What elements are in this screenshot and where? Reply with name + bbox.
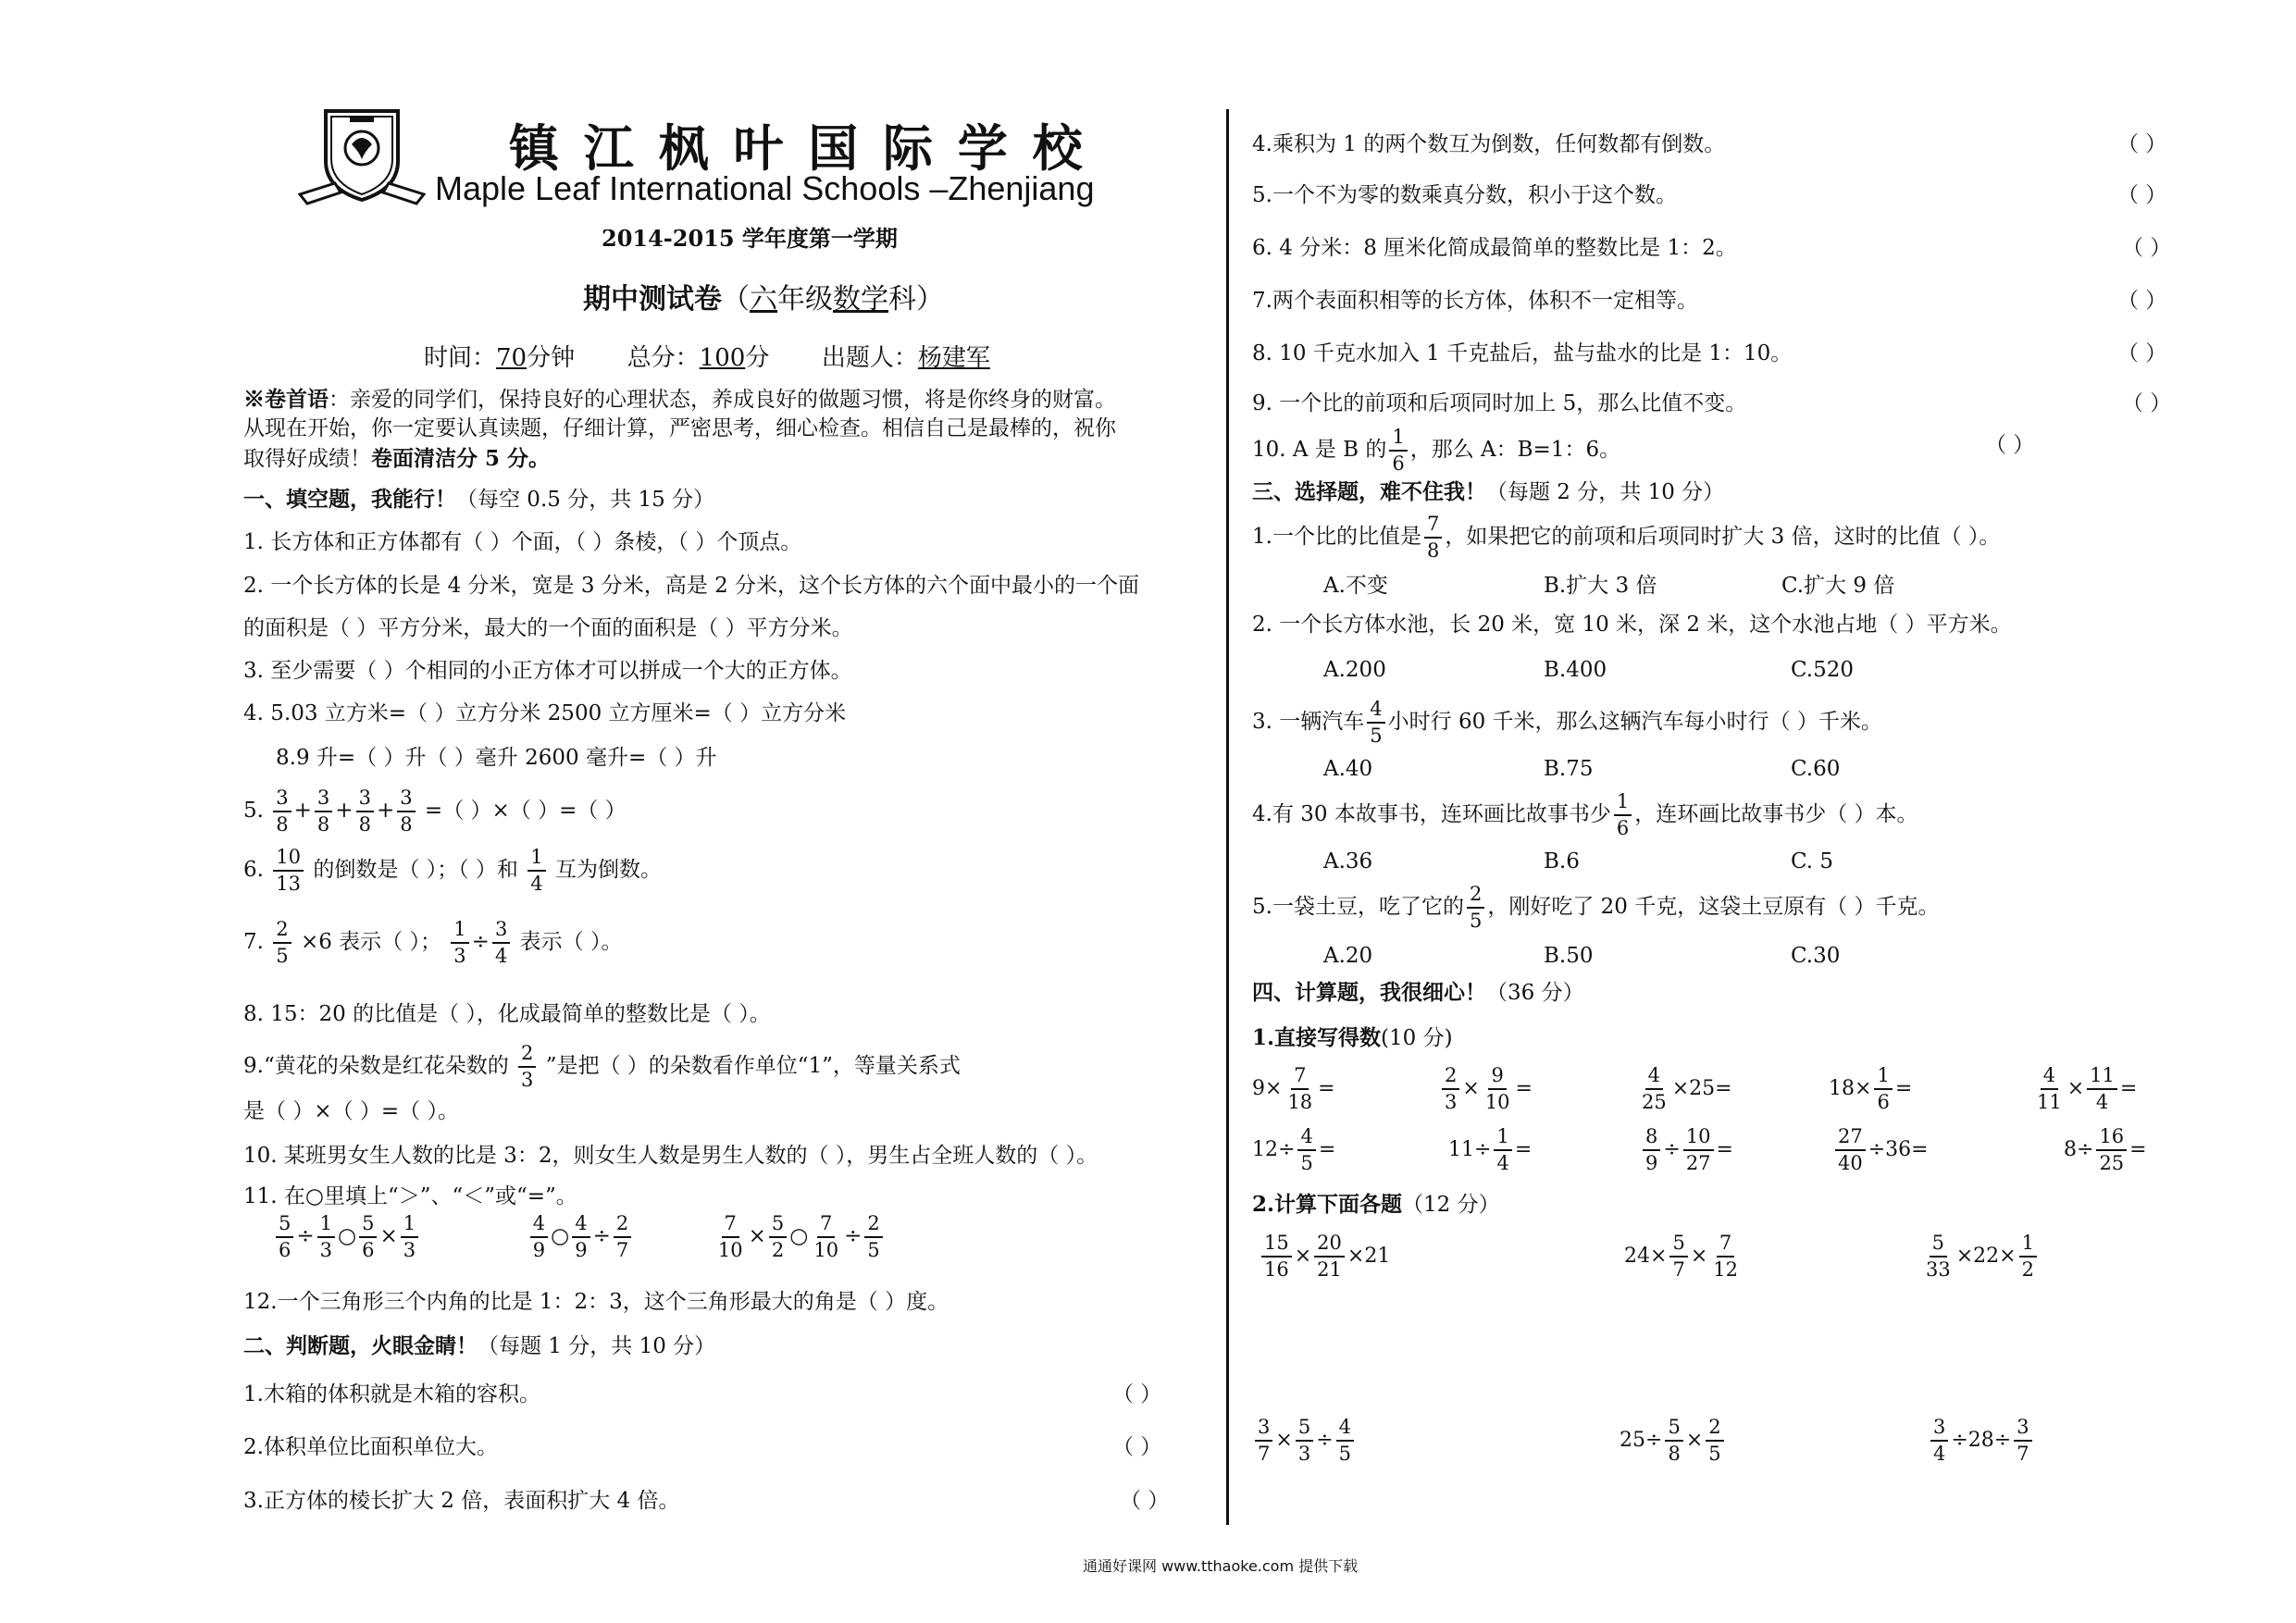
subject: 数学 [833, 283, 888, 316]
school-logo [298, 104, 426, 207]
s2-item-3: 3.正方体的棱长扩大 2 倍，表面积扩大 4 倍。 [243, 1489, 680, 1513]
s3-q3-opt-c: C.60 [1791, 757, 1841, 781]
s2-item-5: 5.一个不为零的数乘真分数，积小于这个数。 [1252, 183, 1677, 207]
s1-q11-compare: $\frac{5}{6}$ ÷ $\frac{1}{3}$ ○ $\frac{5}{6}$ × $\frac{1}{3}$ $\frac{4}{9}$ ○ $\frac{4}{9}$ ÷ $\frac{2}{7}$ $\frac{7}{10}$ × $\frac{5}{2}$ ○ $\frac{7}{10}$ ÷ $\frac{2}{5}$ [273, 1214, 886, 1260]
s1-q9: 9.“黄花的朵数是红花朵数的 $\frac{2}{3}$ ”是把（ ）的朵数看作单位“1”，等量关系式 [243, 1042, 961, 1091]
s1-q6: 6. $\frac{10}{13}$ 的倒数是（ ）；（ ）和 $\frac{1}{4}$ 互为倒数。 [243, 846, 662, 895]
s2-paren-7: （ ） [2117, 289, 2167, 313]
s3-q5: 5.一袋土豆，吃了它的 $\frac{2}{5}$ ，刚好吃了 20 千克，这袋土豆原有（ ）千克。 [1252, 883, 1940, 932]
s3-q4-opt-c: C. 5 [1791, 849, 1834, 873]
s3-q3-a: 3. 一辆汽车 [1252, 710, 1365, 734]
s2-paren-8: （ ） [2117, 341, 2167, 365]
s3-q4-b: ，连环画比故事书少（ ）本。 [1634, 802, 1918, 826]
s3-q1-b: ，如果把它的前项和后项同时扩大 3 倍，这时的比值（ ）。 [1445, 525, 2001, 549]
calc2-4: $\frac{3}{7}$ × $\frac{5}{3}$ ÷ $\frac{4}{5}$ [1252, 1418, 1357, 1464]
s3-q3-opt-a: A.40 [1323, 757, 1373, 781]
s1-q5: 5. $\frac{3}{8}$ + $\frac{3}{8}$ + $\frac{3}{8}$ + $\frac{3}{8}$ =（ ）×（ ）=（ ） [243, 787, 627, 836]
s1-q2a: 2. 一个长方体的长是 4 分米，宽是 3 分米，高是 2 分米，这个长方体的六个面中最小的一个面 [243, 574, 1140, 598]
s1-q10: 10. 某班男女生人数的比是 3：2，则女生人数是男生人数的（ ），男生占全班人数的（ ）。 [243, 1144, 1098, 1168]
q7-tail: 表示（ ）。 [519, 930, 623, 954]
s3-q2-opt-b: B.400 [1544, 658, 1607, 682]
column-divider [1226, 109, 1229, 1525]
section4-sub2 [1252, 1194, 1500, 1216]
calc-4: 18× $\frac{1}{6}$ = [1829, 1064, 1913, 1113]
calc2-1: $\frac{15}{16}$ × $\frac{20}{21}$ ×21 [1259, 1233, 1390, 1280]
school-name-en: Maple Leaf International Schools –Zhenjiang [435, 169, 1095, 207]
s1-q11: 11. 在○里填上“＞”、“＜”或“=”。 [243, 1184, 577, 1208]
grade-suffix: 年级 [777, 283, 833, 316]
q7-label: 7. [243, 930, 264, 954]
s2-q10-b: ，那么 A：B=1：6。 [1409, 438, 1621, 462]
calc-8: $\frac{8}{9}$ ÷ $\frac{10}{27}$ = [1640, 1127, 1733, 1173]
calc-2: $\frac{2}{3}$ × $\frac{9}{10}$ = [1439, 1066, 1533, 1112]
section3-title: 三、选择题，难不住我！ [1252, 479, 1486, 504]
calc-6: 12÷ $\frac{4}{5}$ = [1252, 1125, 1336, 1174]
term: 2014-2015 学年度第一学期 [602, 225, 898, 252]
s3-q5-opt-b: B.50 [1544, 944, 1594, 968]
preface-head: ※卷首语 [243, 387, 329, 412]
calc-1: 9× $\frac{7}{18}$ = [1252, 1064, 1335, 1113]
calc2-5: 25÷ $\frac{5}{8}$ × $\frac{2}{5}$ [1620, 1418, 1727, 1464]
q9-b: ”是把（ ）的朵数看作单位“1”，等量关系式 [545, 1054, 961, 1078]
score-label: 总分： [627, 344, 700, 372]
s3-q1-a: 1.一个比的比值是 [1252, 525, 1421, 549]
s2-paren-9: （ ） [2122, 391, 2172, 415]
calc-7: 11÷ $\frac{1}{4}$ = [1448, 1125, 1533, 1174]
school-name-cn: 镇 江 枫 叶 国 际 学 校 [509, 119, 1086, 178]
time-label: 时间： [424, 344, 497, 372]
s2-paren-6: （ ） [2122, 236, 2172, 260]
q7-mid: ×6 表示（ ）； [300, 930, 441, 954]
s3-q5-b: ，刚好吃了 20 千克，这袋土豆原有（ ）千克。 [1487, 895, 1940, 919]
q6-mid: 的倒数是（ ）；（ ）和 [313, 858, 518, 882]
author-value: 杨建军 [917, 344, 990, 372]
s1-q12: 12.一个三角形三个内角的比是 1：2：3，这个三角形最大的角是（ ）度。 [243, 1290, 949, 1314]
s2-item-9: 9. 一个比的前项和后项同时加上 5，那么比值不变。 [1252, 391, 1747, 415]
s2-paren-10: （ ） [1985, 433, 2035, 457]
sub2-title: 2.计算下面各题 [1252, 1192, 1403, 1217]
s2-paren-2: （ ） [1112, 1435, 1162, 1459]
sub1-note: (10 分) [1381, 1026, 1453, 1050]
s2-paren-1: （ ） [1112, 1382, 1162, 1406]
grade: 六 [750, 283, 777, 316]
s1-q1: 1. 长方体和正方体都有（ ）个面，（ ）条棱，（ ）个顶点。 [243, 530, 802, 554]
s1-q3: 3. 至少需要（ ）个相同的小正方体才可以拼成一个大的正方体。 [243, 659, 852, 683]
s1-q9c: 是（ ）×（ ）=（ ）。 [243, 1099, 459, 1123]
s3-q2-opt-c: C.520 [1791, 658, 1854, 682]
section1-note: （每空 0.5 分，共 15 分） [456, 488, 715, 512]
s3-q5-opt-a: A.20 [1323, 944, 1373, 968]
s2-item-10: 10. A 是 B 的 $\frac{1}{6}$ ，那么 A：B=1：6。 [1252, 426, 1621, 475]
s3-q3: 3. 一辆汽车 $\frac{4}{5}$ 小时行 60 千米，那么这辆汽车每小时行（ ）千米。 [1252, 698, 1882, 747]
sub2-note: （12 分） [1402, 1193, 1500, 1217]
s2-item-2: 2.体积单位比面积单位大。 [243, 1435, 498, 1459]
s2-item-7: 7.两个表面积相等的长方体，体积不一定相等。 [1252, 289, 1698, 313]
s1-q2b: 的面积是（ ）平方分米，最大的一个面的面积是（ ）平方分米。 [243, 616, 853, 640]
preface-line2: 从现在开始，你一定要认真读题，仔细计算，严密思考，细心检查。相信自己是最棒的，祝你 [243, 416, 1116, 440]
preface-text3a: 取得好成绩！ [243, 447, 371, 471]
s2-paren-5: （ ） [2117, 183, 2167, 207]
s2-paren-4: （ ） [2117, 132, 2167, 156]
s3-q1: 1.一个比的比值是 $\frac{7}{8}$ ，如果把它的前项和后项同时扩大 3 倍，这时的比值（ ）。 [1252, 513, 2001, 562]
s3-q4-a: 4.有 30 本故事书，连环画比故事书少 [1252, 802, 1611, 826]
section2-title: 二、判断题，火眼金睛！ [243, 1333, 478, 1358]
calc-3: $\frac{4}{25}$ ×25= [1642, 1064, 1732, 1113]
s1-q8: 8. 15：20 的比值是（ ），化成最简单的整数比是（ ）。 [243, 1002, 771, 1026]
exam-info [424, 339, 990, 373]
preface-line3 [243, 448, 550, 470]
section2-note: （每题 1 分，共 10 分） [478, 1334, 716, 1358]
exam-title-open: （ [722, 283, 750, 316]
score-value: 100 [699, 344, 746, 372]
sub1-title: 1.直接写得数 [1252, 1025, 1382, 1050]
section4-sub1 [1252, 1027, 1453, 1049]
s2-paren-3: （ ） [1120, 1489, 1170, 1513]
s1-q4a: 4. 5.03 立方米=（ ）立方分米 2500 立方厘米=（ ）立方分米 [243, 701, 847, 725]
exam-title [583, 276, 944, 316]
s3-q5-a: 5.一袋土豆，吃了它的 [1252, 895, 1464, 919]
calc-10: 8÷ $\frac{16}{25}$ = [2064, 1125, 2147, 1174]
calc2-6: $\frac{3}{4}$ ÷28÷ $\frac{3}{7}$ [1928, 1418, 2035, 1464]
section1-heading [243, 489, 714, 511]
s3-q4-opt-a: A.36 [1323, 849, 1373, 873]
section3-heading [1252, 481, 1724, 503]
section3-note: （每题 2 分，共 10 分） [1486, 480, 1725, 504]
s1-q4b: 8.9 升=（ ）升（ ）毫升 2600 毫升=（ ）升 [276, 746, 717, 770]
s2-q10-a: 10. A 是 B 的 [1252, 438, 1387, 462]
time-value: 70 [496, 344, 527, 372]
section4-title: 四、计算题，我很细心！ [1252, 980, 1486, 1005]
score-unit: 分 [745, 344, 770, 372]
q9-a: 9.“黄花的朵数是红花朵数的 [243, 1054, 509, 1078]
s3-q4-opt-b: B.6 [1544, 849, 1580, 873]
s3-q1-opt-b: B.扩大 3 倍 [1544, 574, 1657, 598]
section4-heading [1252, 982, 1584, 1004]
calc-9: $\frac{27}{40}$ ÷36= [1832, 1127, 1929, 1173]
s3-q3-opt-b: B.75 [1544, 757, 1594, 781]
s2-item-6: 6. 4 分米：8 厘米化简成最简单的整数比是 1：2。 [1252, 236, 1737, 260]
section4-note: （36 分） [1486, 981, 1584, 1005]
s3-q2-opt-a: A.200 [1323, 658, 1386, 682]
s3-q3-b: 小时行 60 千米，那么这辆汽车每小时行（ ）千米。 [1387, 710, 1882, 734]
preface-line1 [243, 389, 1116, 411]
q5-tail: =（ ）×（ ）=（ ） [424, 799, 627, 823]
author-label: 出题人： [821, 344, 918, 372]
calc2-2: 24× $\frac{5}{7}$ × $\frac{7}{12}$ [1624, 1232, 1738, 1281]
q6-tail: 互为倒数。 [554, 858, 662, 882]
calc-5: $\frac{4}{11}$ × $\frac{11}{4}$ = [2037, 1064, 2138, 1113]
s1-q7: 7. $\frac{2}{5}$ ×6 表示（ ）； $\frac{1}{3}$ ÷ $\frac{3}{4}$ 表示（ ）。 [243, 918, 623, 967]
q5-label: 5. [243, 799, 264, 823]
s3-q4: 4.有 30 本故事书，连环画比故事书少 $\frac{1}{6}$ ，连环画比故事书少（ ）本。 [1252, 790, 1918, 839]
s2-item-1: 1.木箱的体积就是木箱的容积。 [243, 1382, 540, 1406]
s2-item-8: 8. 10 千克水加入 1 千克盐后，盐与盐水的比是 1：10。 [1252, 341, 1793, 365]
s3-q1-opt-c: C.扩大 9 倍 [1781, 574, 1895, 598]
time-unit: 分钟 [527, 344, 576, 372]
preface-text1: ：亲爱的同学们，保持良好的心理状态，养成良好的做题习惯，将是你终身的财富。 [329, 388, 1116, 412]
calc2-3: $\frac{5}{33}$ ×22× $\frac{1}{2}$ [1920, 1233, 2040, 1280]
footer-credit: 通通好课网 www.tthaoke.com 提供下载 [1083, 1557, 1359, 1575]
section1-title: 一、填空题，我能行！ [243, 487, 456, 512]
preface-text3b: 卷面清洁分 5 分。 [371, 446, 551, 471]
q6-label: 6. [243, 858, 264, 882]
exam-title-main: 期中测试卷 [583, 283, 722, 316]
s2-item-4: 4.乘积为 1 的两个数互为倒数，任何数都有倒数。 [1252, 132, 1726, 156]
s3-q2: 2. 一个长方体水池，长 20 米，宽 10 米，深 2 米，这个水池占地（ ）平方米。 [1252, 613, 2012, 637]
s3-q5-opt-c: C.30 [1791, 944, 1841, 968]
subject-suffix: 科） [888, 283, 944, 316]
s3-q1-opt-a: A.不变 [1323, 574, 1388, 598]
section2-heading [243, 1335, 715, 1357]
